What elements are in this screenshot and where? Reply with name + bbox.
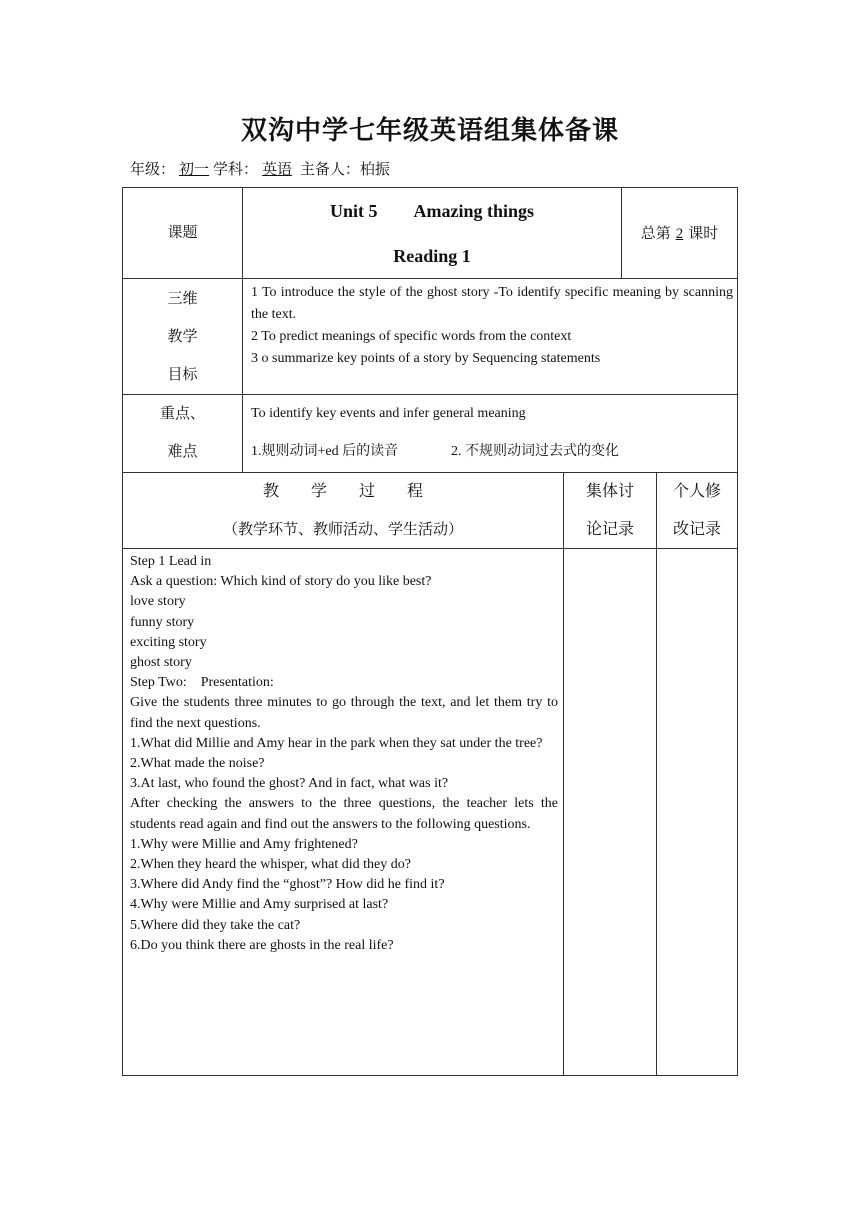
process-title: 教 学 过 程 [262, 483, 423, 500]
process-line: 2.When they heard the whisper, what did they do? [130, 857, 411, 873]
keypoint-line-1: To identify key events and infer general meaning [251, 406, 526, 421]
preparer-label: 主备人： [299, 162, 360, 178]
process-subtitle: （教学环节、教师活动、学生活动） [222, 522, 463, 538]
meta-line [130, 158, 390, 179]
revision-body-cell [656, 548, 738, 1076]
process-line: 3.At last, who found the ghost? And in fact, what was it? [130, 776, 449, 792]
keypoints-label-1: 重点、 [159, 406, 205, 422]
objectives-label-2: 教学 [167, 329, 198, 345]
period-prefix: 总第 [640, 226, 671, 242]
topic-content-cell [242, 187, 622, 279]
objectives-label-3: 目标 [167, 367, 198, 383]
objectives-content-cell [242, 278, 738, 395]
keypoints-content-cell [242, 394, 738, 473]
process-line: 4.Why were Millie and Amy surprised at last? [130, 897, 389, 913]
process-line: exciting story [130, 634, 207, 650]
process-line: 2.What made the noise? [130, 756, 265, 772]
topic-label-cell [122, 187, 243, 279]
process-text [130, 552, 558, 956]
discussion-header-1: 集体讨 [585, 483, 634, 500]
process-paragraph: 1.What did Millie and Amy hear in the park when they sat under the tree? [130, 735, 543, 751]
process-line: 1.Why were Millie and Amy frightened? [130, 836, 358, 852]
discussion-body-cell [563, 548, 657, 1076]
period-suffix: 课时 [688, 226, 719, 242]
revision-header-2: 改记录 [672, 521, 721, 538]
keypoints-label-2: 难点 [167, 444, 198, 460]
keypoint-line-2b: 2. 不规则动词过去式的变化 [451, 444, 619, 459]
period-cell [621, 187, 738, 279]
subject-label: 学科： [213, 162, 259, 178]
objective-item-2: 2 To predict meanings of specific words from the context [251, 329, 572, 344]
process-line: 6.Do you think there are ghosts in the real life? [130, 937, 394, 953]
process-paragraph: After checking the answers to the three questions, the teacher lets the students read again and find out the answers to the following questions. [130, 796, 558, 832]
revision-header-cell [656, 472, 738, 549]
document-title: 双沟中学七年级英语组集体备课 [240, 116, 619, 145]
grade-value: 初一 [179, 162, 210, 178]
subject-value: 英语 [262, 162, 293, 178]
topic-label: 课题 [167, 225, 198, 241]
discussion-header-2: 论记录 [585, 521, 634, 538]
process-line: Step Two: Presentation: [130, 675, 274, 691]
lesson-title: Reading 1 [393, 246, 471, 266]
process-paragraph: Give the students three minutes to go through the text, and let them try to find the next questions. [130, 695, 558, 731]
keypoints-label-cell [122, 394, 243, 473]
grade-label: 年级： [130, 162, 176, 178]
objectives-label-cell [122, 278, 243, 395]
unit-title: Unit 5 Amazing things [329, 201, 535, 221]
period-text [622, 224, 737, 244]
discussion-header-cell [563, 472, 657, 549]
objectives-label-1: 三维 [167, 291, 198, 307]
keypoint-line-2a: 1.规则动词+ed 后的读音 [251, 444, 399, 459]
process-line: 3.Where did Andy find the “ghost”? How did he find it? [130, 877, 445, 893]
process-body-cell [122, 548, 564, 1076]
process-line: ghost story [130, 655, 192, 671]
preparer-value: 柏振 [359, 162, 390, 178]
process-line: love story [130, 594, 186, 610]
process-line: 5.Where did they take the cat? [130, 917, 301, 933]
process-line: funny story [130, 614, 195, 630]
period-number: 2 [675, 226, 684, 242]
revision-header-1: 个人修 [672, 483, 721, 500]
objective-item-1: 1 To introduce the style of the ghost story -To identify specific meaning by scanning the text. [251, 285, 733, 322]
process-line: Ask a question: Which kind of story do you like best? [130, 574, 432, 590]
process-line: Step 1 Lead in [130, 554, 212, 569]
process-header-cell [122, 472, 564, 549]
objective-item-3: 3 o summarize key points of a story by Sequencing statements [251, 351, 601, 366]
